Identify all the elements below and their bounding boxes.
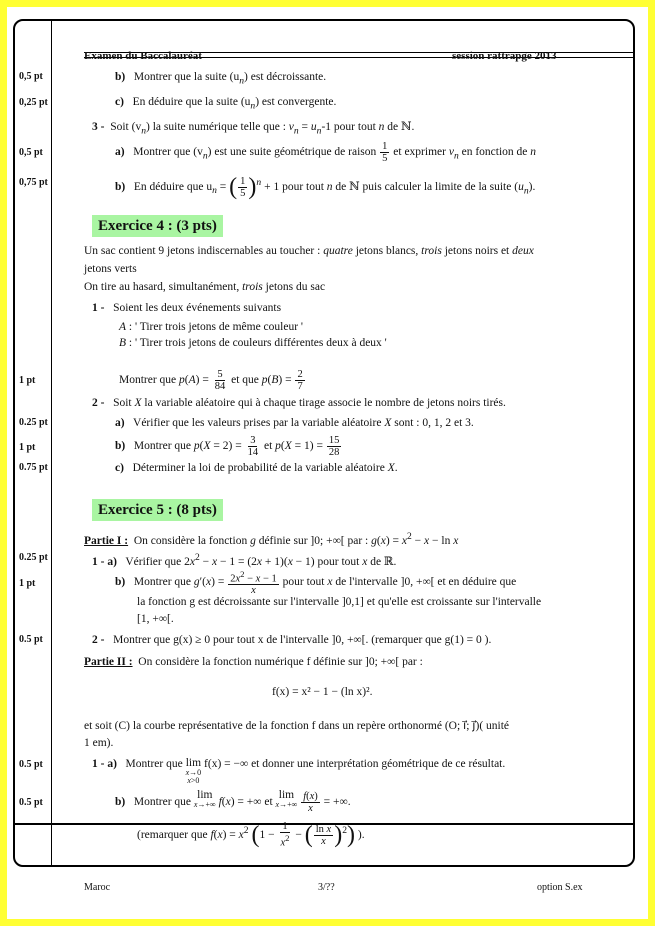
question-3b: b) Montrer que la suite $(u_n)$ est décroissante. [115,71,327,87]
points-label: 0.25 pt [19,417,48,428]
margin-line [51,21,52,865]
part-1-q1b-line3: [1, +∞[. [137,613,174,625]
part-1-q1b-line2: la fonction g est décroissante sur l'intervalle ]0,1] et qu'elle est croissante sur l'intervalle [137,596,542,608]
exercise-4-title: Exercice 4 : (3 pts) [92,215,223,237]
curve-description-2: 1 em). [84,737,114,749]
points-label: 0,5 pt [19,147,43,158]
event-b: B : ' Tirer trois jetons de couleurs différentes deux à deux ' [119,337,387,349]
ex4-intro-2: jetons verts [84,263,137,275]
page-number: 3/?? [318,882,335,893]
curve-description: et soit (C) la courbe représentative de la fonction f dans un repère orthonormé (O; i⃗; j⃗)( unité [84,720,510,732]
function-formula: f(x) = x² − 1 − (ln x)². [272,686,373,698]
part-1-intro: Partie I : On considère la fonction g définie sur ]0; +∞[ par : $g(x) = x^2 - x - \ln x$ [84,531,459,547]
ex4-question-1: 1 - Soient les deux événements suivants [92,302,282,314]
header-title: Examen du Baccalauréat [84,50,202,62]
ex4-question-2: 2 - Soit X la variable aléatoire qui à chaque tirage associe le nombre de jetons noirs tirés. [92,397,506,409]
part-2-q1a: 1 - a) Montrer que lim x→0 x>0 f(x) = −∞ et donner une interprétation géométrique de ce résultat. [92,757,506,785]
header-session: session rattrapge 2013 [452,50,557,62]
points-label: 0.5 pt [19,634,43,645]
part-1-q1a: 1 - a) Vérifier que $2x^2 - x - 1 = (2x + 1)(x - 1)$ pour tout x de ℝ. [92,552,397,568]
ex4-question-2b: b) Montrer que p(X = 2) = $\frac{3}{14}$ et p(X = 1) = $\frac{15}{28}$ [115,434,340,458]
points-label: 0.25 pt [19,552,48,563]
points-label: 0,5 pt [19,71,43,82]
footer-country: Maroc [84,882,111,893]
ex4-question-1-prob: Montrer que p(A) = $\frac{5}{84}$ et que p(B) = $\frac{2}{7}$ [119,368,303,392]
question-3a: a) Montrer que $(v_n)$ est une suite géométrique de raison $\frac{1}{5}$ et exprimer $v_n$ en fonction de n [115,140,537,164]
points-label: 0.5 pt [19,797,43,808]
points-label: 0,25 pt [19,97,48,108]
points-label: 0.75 pt [19,462,48,473]
part-2-intro: Partie II : On considère la fonction numérique f définie sur ]0; +∞[ par : [84,656,423,668]
part-2-q1b-hint: (remarquer que $f(x) = x^2$ (1 − $\frac{1}{x^2}$ − ( $\frac{\text{ln x}}{x}$ )$^2$) ). [137,821,365,849]
event-a: A : ' Tirer trois jetons de même couleur ' [119,321,303,333]
points-label: 0.5 pt [19,759,43,770]
question-3: 3 - Soit $(v_n)$ la suite numérique telle que : $v_n = u_n-1$ pour tout n de ℕ. [92,121,415,137]
footer-option: option S.ex [537,882,583,893]
part-2-q1b: b) Montrer que lim x→+∞ f(x) = +∞ et lim x→+∞ $\frac{f(x)}{x}$ = +∞. [115,789,351,814]
part-1-q2: 2 - Montrer que g(x) ≥ 0 pour tout x de l'intervalle ]0, +∞[. (remarquer que g(1) = 0 ). [92,634,492,646]
ex4-intro-3: On tire au hasard, simultanément, trois jetons du sac [84,281,326,293]
points-label: 0,75 pt [19,177,48,188]
question-3c: c) En déduire que la suite $(u_n)$ est convergente. [115,96,337,112]
part-1-q1b: b) Montrer que g′(x) = $\frac{2x^2 - x - 1}{x}$ pour tout x de l'intervalle ]0, +∞[ et en déduire que [115,568,517,597]
points-label: 1 pt [19,375,36,386]
points-label: 1 pt [19,442,36,453]
exercise-5-title: Exercice 5 : (8 pts) [92,499,223,521]
ex4-question-2c: c) Déterminer la loi de probabilité de la variable aléatoire X. [115,462,398,474]
question-3b2: b) En déduire que $u_n$ = ( $\frac{1}{5}$ )$^n$ + 1 pour tout n de ℕ puis calculer la limite de la suite $(u_n)$. [115,174,536,201]
ex4-question-2a: a) Vérifier que les valeurs prises par la variable aléatoire X sont : 0, 1, 2 et 3. [115,417,474,429]
points-label: 1 pt [19,578,36,589]
ex4-intro: Un sac contient 9 jetons indiscernables au toucher : quatre jetons blancs, trois jetons noirs et deux [84,245,534,257]
